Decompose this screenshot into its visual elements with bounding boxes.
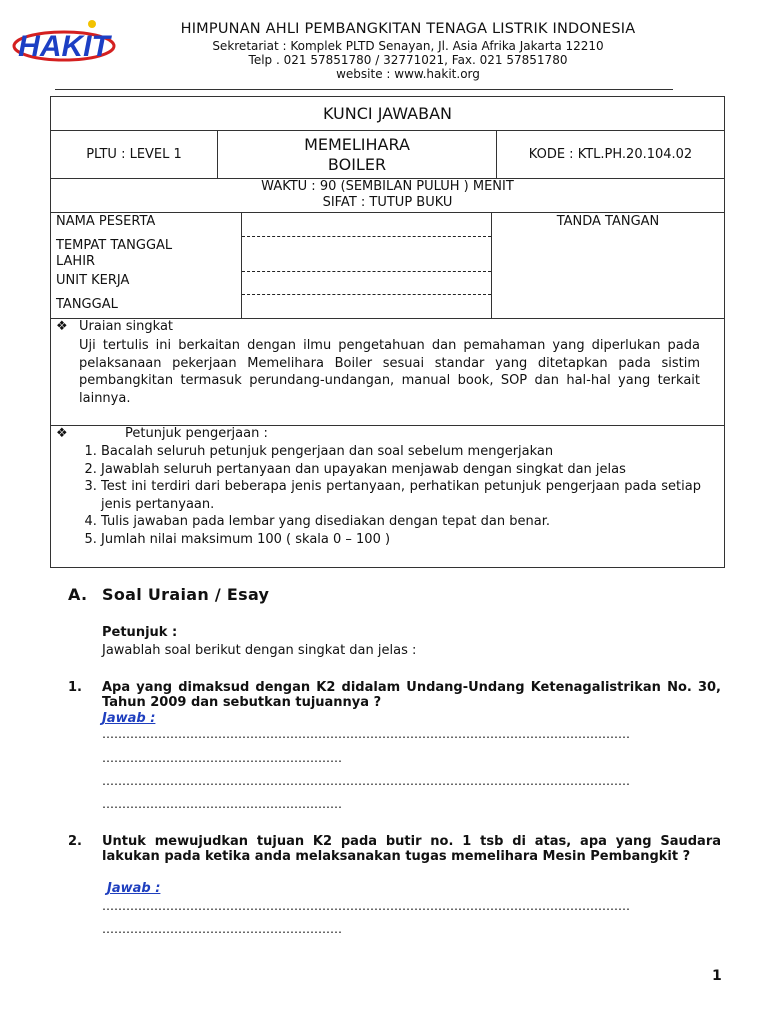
page-number: 1 [712,968,722,984]
participant-name-field[interactable] [242,236,491,237]
organization-phone: Telp . 021 57851780 / 32771021, Fax. 021 57851780 [248,53,568,67]
time-label: WAKTU : 90 (SEMBILAN PULUH ) MENIT [261,179,514,194]
birth-label-line-2: LAHIR [56,254,96,269]
question-1-number: 1. [68,680,82,695]
participant-name-label: NAMA PESERTA [56,214,156,229]
question-2-answer-line[interactable]: …………………………………………………… [102,922,342,936]
instruction-item: 5. Jumlah nilai maksimum 100 ( skala 0 – 100 ) [101,531,701,549]
signature-cell[interactable] [491,212,725,319]
level-cell [50,130,218,179]
level-label: PLTU : LEVEL 1 [86,147,182,162]
answer-key-title: KUNCI JAWABAN [322,104,452,123]
code-label: KODE : KTL.PH.20.104.02 [528,147,693,162]
question-2-answer-line[interactable]: …………………………………………………………………………………………………………………… [102,899,630,913]
section-a-title: Soal Uraian / Esay [102,585,270,604]
birth-field[interactable] [242,271,491,272]
instruction-item: 3. Test ini terdiri dari beberapa jenis pertanyaan, perhatikan petunjuk pengerjaan pada setiap jenis pertanyaan. [101,478,701,513]
instructions-heading-text: Petunjuk pengerjaan [125,426,260,441]
subject-cell [217,130,497,179]
participant-labels-cell [50,212,242,319]
question-1-answer-line[interactable]: …………………………………………………… [102,797,342,811]
instruction-item: 1. Bacalah seluruh petunjuk pengerjaan dan soal sebelum mengerjakan [101,443,701,461]
instructions-heading-colon: : [259,426,268,441]
instruction-item: 4. Tulis jawaban pada lembar yang disediakan dengan tepat dan benar. [101,513,701,531]
question-1-text: Apa yang dimaksud dengan K2 didalam Undang-Undang Ketenagalistrikan No. 30, Tahun 2009 dan sebutkan tujuannya ? [102,680,721,710]
question-2-text: Untuk mewujudkan tujuan K2 pada butir no. 1 tsb di atas, apa yang Saudara lakukan pada ketika anda melaksanakan tugas memelihara Mesin Pembangkit ? [102,834,721,864]
subject-line-1: MEMELIHARA [304,135,410,154]
question-2-answer-label: Jawab : [107,881,161,896]
nature-label: SIFAT : TUTUP BUKU [322,195,453,210]
participant-entry-cell [241,212,492,319]
summary-heading: Uraian singkat [79,319,174,334]
code-cell [496,130,725,179]
summary-box [50,318,725,426]
organization-website: website : www.hakit.org [336,67,480,81]
petunjuk-label: Petunjuk : [102,625,178,640]
organization-address: Sekretariat : Komplek PLTD Senayan, Jl. Asia Afrika Jakarta 12210 [212,39,604,53]
question-1-answer-line[interactable]: …………………………………………………… [102,751,342,765]
question-1-answer-line[interactable]: …………………………………………………………………………………………………………………… [102,774,630,788]
header-divider [55,89,673,90]
instructions-bullet-icon: ❖ [56,426,68,441]
question-1-answer-line[interactable]: …………………………………………………………………………………………………………………… [102,727,630,741]
logo-text: HAKIT [18,30,110,63]
subject-line-2: BOILER [327,155,387,174]
organization-name: HIMPUNAN AHLI PEMBANGKITAN TENAGA LISTRIK INDONESIA [180,21,636,37]
birth-label-line-1: TEMPAT TANGGAL [56,238,173,253]
instructions-heading [125,426,268,441]
summary-text: Uji tertulis ini berkaitan dengan ilmu pengetahuan dan pemahaman yang diperlukan pada pelaksanaan pekerjaan Memelihara Boiler sesuai standar yang ditetapkan pada sistim pembangkitan termasuk perundang-undangan, manual book, SOP dan hal-hal yang terkait lainnya. [79,338,700,406]
work-unit-field[interactable] [242,294,491,295]
work-unit-label: UNIT KERJA [56,273,130,288]
petunjuk-text: Jawablah soal berikut dengan singkat dan jelas : [102,643,417,658]
section-a-letter: A. [68,585,88,604]
summary-bullet-icon: ❖ [56,319,68,334]
question-2-number: 2. [68,834,82,849]
instructions-list [79,443,701,548]
instruction-item: 2. Jawablah seluruh pertanyaan dan upayakan menjawab dengan singkat dan jelas [101,461,701,479]
hakit-logo [12,18,118,68]
time-nature-cell [50,178,725,213]
date-label: TANGGAL [56,297,118,312]
answer-key-title-box [50,96,725,131]
question-1-answer-label: Jawab : [102,711,156,726]
instructions-box [50,425,725,568]
signature-label: TANDA TANGAN [556,214,660,229]
